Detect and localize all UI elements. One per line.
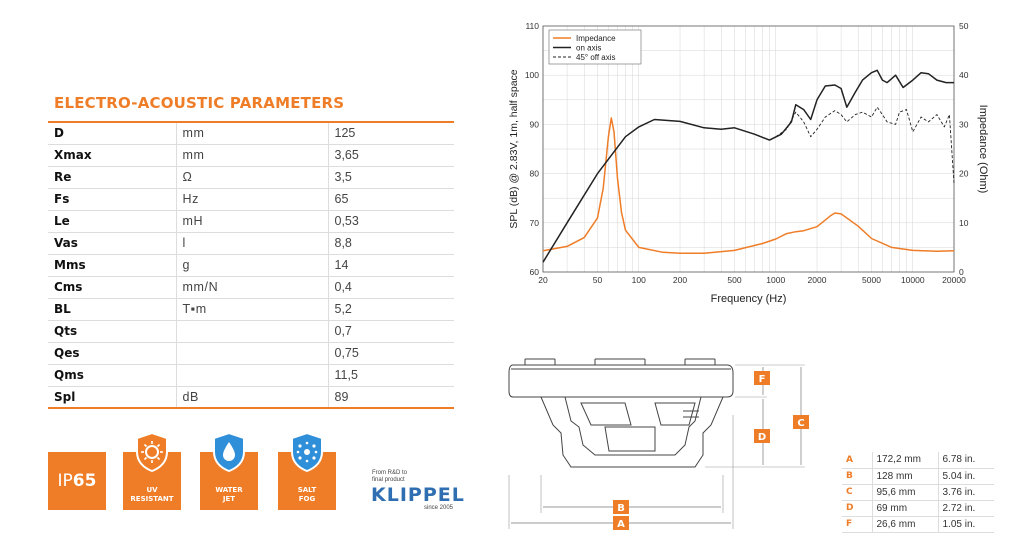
dim-label-d: D (757, 432, 767, 443)
parameter-row (48, 364, 454, 386)
y-tick-label: 80 (529, 168, 539, 179)
parameter-unit: mm (176, 122, 328, 144)
parameter-unit: mm/N (176, 276, 328, 298)
dimension-row (842, 468, 994, 484)
parameter-unit (176, 342, 328, 364)
dimension-inch: 5.04 in. (938, 468, 994, 484)
parameter-name: Le (48, 210, 176, 232)
klippel-since: since 2005 (424, 505, 454, 511)
x-tick-label: 2000 (807, 275, 827, 285)
frequency-response-chart (490, 14, 1008, 312)
parameter-value: 5,2 (328, 298, 454, 320)
salt-crystal-icon (290, 432, 324, 472)
parameter-row (48, 210, 454, 232)
dimension-mm: 172,2 mm (872, 452, 938, 468)
parameters-table (48, 121, 454, 409)
dimension-mm: 95,6 mm (872, 484, 938, 500)
y2-tick-label: 20 (959, 168, 969, 179)
ip-number: 65 (72, 471, 97, 491)
parameter-value: 0,53 (328, 210, 454, 232)
series-line-1 (543, 70, 954, 262)
parameter-value: 65 (328, 188, 454, 210)
parameter-row (48, 342, 454, 364)
parameter-name: Qms (48, 364, 176, 386)
parameter-value: 0,7 (328, 320, 454, 342)
y2-tick-label: 30 (959, 119, 969, 130)
y2-tick-label: 40 (959, 70, 969, 81)
parameter-value: 3,65 (328, 144, 454, 166)
parameter-unit: g (176, 254, 328, 276)
klippel-logo: KLIPPEL (371, 484, 465, 506)
parameter-name: Spl (48, 386, 176, 408)
parameter-unit: dB (176, 386, 328, 408)
series-line-2 (776, 107, 954, 183)
salt-label: SALT FOG (297, 486, 317, 503)
speaker-body-outline (541, 397, 723, 467)
sun-icon (135, 432, 169, 472)
parameter-value: 8,8 (328, 232, 454, 254)
ip65-badge (48, 452, 106, 510)
parameter-unit: mm (176, 144, 328, 166)
y-tick-label: 90 (529, 119, 539, 130)
y-axis-label: SPL (dB) @ 2.83V, 1m, half space (508, 69, 520, 229)
dimension-inch: 1.05 in. (938, 516, 994, 532)
parameter-value: 3,5 (328, 166, 454, 188)
parameter-name: Mms (48, 254, 176, 276)
x-tick-label: 20 (538, 275, 548, 285)
parameter-value: 14 (328, 254, 454, 276)
y-tick-label: 100 (524, 70, 539, 81)
parameter-unit: l (176, 232, 328, 254)
parameter-unit: Ω (176, 166, 328, 188)
x-tick-label: 500 (727, 275, 742, 285)
parameter-value: 0,75 (328, 342, 454, 364)
parameter-row (48, 144, 454, 166)
parameter-row (48, 386, 454, 408)
y-tick-label: 70 (529, 217, 539, 228)
parameter-row (48, 320, 454, 342)
y2-tick-label: 10 (959, 217, 969, 228)
x-tick-label: 20000 (942, 275, 966, 285)
dimension-row (842, 484, 994, 500)
parameter-name: Qts (48, 320, 176, 342)
parameter-name: Re (48, 166, 176, 188)
parameter-unit (176, 364, 328, 386)
dim-label-f: F (758, 374, 766, 385)
parameter-name: Fs (48, 188, 176, 210)
parameter-row (48, 166, 454, 188)
dimension-row (842, 516, 994, 532)
y2-tick-label: 50 (959, 21, 969, 31)
water-drop-icon (212, 432, 246, 472)
parameter-unit: T▪m (176, 298, 328, 320)
parameter-name: Xmax (48, 144, 176, 166)
x-tick-label: 1000 (766, 275, 786, 285)
parameters-title: ELECTRO-ACOUSTIC PARAMETERS (54, 94, 345, 112)
dimension-letter: A (842, 452, 872, 468)
y2-tick-label: 0 (959, 267, 964, 277)
parameter-value: 0,4 (328, 276, 454, 298)
dimension-mm: 26,6 mm (872, 516, 938, 532)
legend-label: Impedance (576, 34, 616, 43)
x-axis-label: Frequency (Hz) (710, 293, 787, 305)
parameter-name: BL (48, 298, 176, 320)
x-tick-label: 5000 (862, 275, 881, 285)
dimension-inch: 3.76 in. (938, 484, 994, 500)
dim-label-c: C (797, 418, 805, 429)
parameter-name: Cms (48, 276, 176, 298)
parameter-row (48, 298, 454, 320)
dimension-inch: 2.72 in. (938, 500, 994, 516)
ip-prefix: IP (57, 471, 73, 491)
dimension-mm: 69 mm (872, 500, 938, 516)
dimension-letter: C (842, 484, 872, 500)
speaker-dimension-drawing (505, 355, 835, 535)
dimension-letter: B (842, 468, 872, 484)
klippel-tagline: From R&D to final product (372, 470, 408, 483)
parameter-value: 125 (328, 122, 454, 144)
parameter-name: Vas (48, 232, 176, 254)
parameter-value: 89 (328, 386, 454, 408)
parameter-row (48, 232, 454, 254)
x-tick-label: 10000 (900, 275, 925, 285)
parameter-row (48, 276, 454, 298)
parameter-name: Qes (48, 342, 176, 364)
parameter-unit: Hz (176, 188, 328, 210)
parameter-value: 11,5 (328, 364, 454, 386)
series-line-0 (543, 118, 954, 253)
legend-label: 45° off axis (576, 53, 616, 62)
parameter-unit: mH (176, 210, 328, 232)
dimension-letter: F (842, 516, 872, 532)
dimension-letter: D (842, 500, 872, 516)
dim-label-a: A (617, 519, 625, 530)
water-label: WATER JET (215, 486, 243, 503)
x-tick-label: 100 (631, 275, 646, 285)
dimension-inch: 6.78 in. (938, 452, 994, 468)
parameter-name: D (48, 122, 176, 144)
y-tick-label: 60 (529, 267, 539, 277)
parameter-row (48, 122, 454, 144)
parameter-row (48, 254, 454, 276)
legend-label: on axis (576, 43, 602, 53)
dimension-mm: 128 mm (872, 468, 938, 484)
x-tick-label: 50 (592, 275, 603, 285)
y-tick-label: 110 (525, 21, 539, 31)
dimension-row (842, 500, 994, 516)
dimensions-table (842, 452, 994, 533)
parameter-unit (176, 320, 328, 342)
dim-label-b: B (617, 503, 625, 514)
parameter-row (48, 188, 454, 210)
x-tick-label: 200 (672, 275, 688, 285)
dimension-row (842, 452, 994, 468)
speaker-grille-outline (509, 365, 733, 397)
uv-label: UV RESISTANT (130, 486, 174, 503)
y2-axis-label: Impedance (Ohm) (977, 104, 989, 194)
